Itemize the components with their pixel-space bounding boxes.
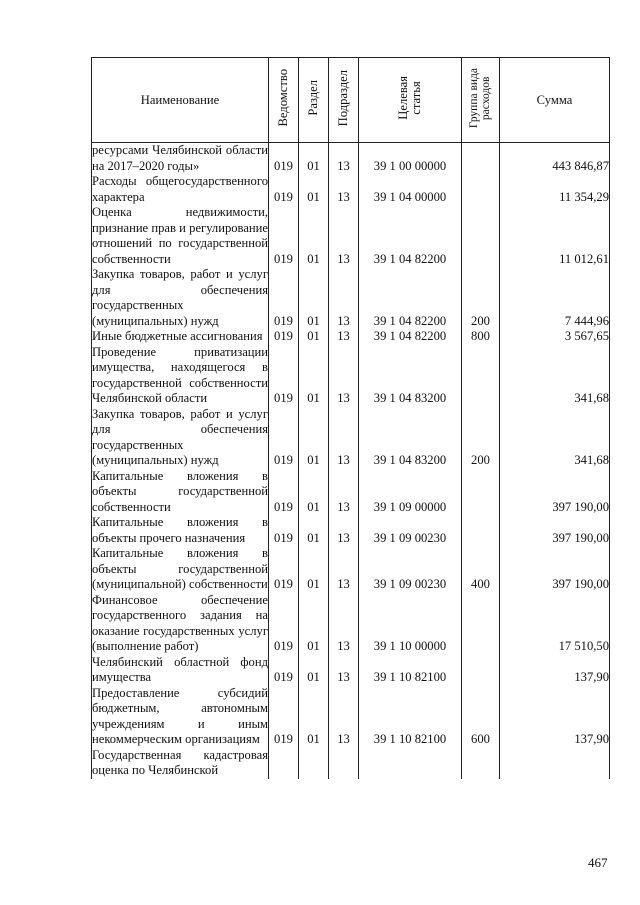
row-target: 39 1 10 00000 bbox=[359, 593, 462, 655]
row-section: 01 bbox=[299, 267, 329, 329]
table-row bbox=[92, 593, 610, 655]
row-sum: 137,90 bbox=[500, 686, 610, 748]
row-target: 39 1 09 00230 bbox=[359, 515, 462, 546]
row-target: 39 1 04 82200 bbox=[359, 205, 462, 267]
row-subsection: 13 bbox=[329, 205, 359, 267]
budget-table bbox=[91, 57, 610, 779]
row-sum: 341,68 bbox=[500, 407, 610, 469]
row-section: 01 bbox=[299, 655, 329, 686]
row-group bbox=[462, 345, 500, 407]
table-body bbox=[92, 143, 610, 779]
row-group bbox=[462, 143, 500, 175]
row-name: Государственная кадастровая оценка по Челябинской bbox=[92, 747, 268, 777]
row-group: 200 bbox=[462, 407, 500, 469]
header-sum: Сумма bbox=[500, 58, 610, 143]
row-section: 01 bbox=[299, 143, 329, 175]
row-dept: 019 bbox=[269, 143, 299, 175]
table-row bbox=[92, 686, 610, 748]
row-sum: 11 012,61 bbox=[500, 205, 610, 267]
row-section: 01 bbox=[299, 205, 329, 267]
row-dept: 019 bbox=[269, 655, 299, 686]
row-section: 01 bbox=[299, 407, 329, 469]
row-target: 39 1 04 82200 bbox=[359, 329, 462, 345]
row-dept: 019 bbox=[269, 515, 299, 546]
row-subsection: 13 bbox=[329, 407, 359, 469]
header-dept: Ведомство bbox=[269, 58, 299, 143]
row-section: 01 bbox=[299, 515, 329, 546]
row-subsection: 13 bbox=[329, 546, 359, 593]
row-target: 39 1 04 00000 bbox=[359, 174, 462, 205]
row-group bbox=[462, 469, 500, 516]
row-sum: 17 510,50 bbox=[500, 593, 610, 655]
row-group: 400 bbox=[462, 546, 500, 593]
row-name: Финансовое обеспечение государственного задания на оказание государственных услуг (выполнение работ) bbox=[92, 592, 268, 653]
row-dept: 019 bbox=[269, 174, 299, 205]
table-header-row bbox=[92, 58, 610, 143]
row-sum: 397 190,00 bbox=[500, 515, 610, 546]
row-group: 800 bbox=[462, 329, 500, 345]
row-name: Капитальные вложения в объекты государственной (муниципальной) собственности bbox=[92, 546, 268, 591]
row-name: Капитальные вложения в объекты государственной собственности bbox=[92, 468, 268, 514]
row-name: Закупка товаров, работ и услуг для обеспечения государственных (муниципальных) нужд bbox=[92, 406, 268, 467]
row-target: 39 1 04 82200 bbox=[359, 267, 462, 329]
row-sum: 397 190,00 bbox=[500, 469, 610, 516]
table-row bbox=[92, 329, 610, 345]
row-dept: 019 bbox=[269, 546, 299, 593]
row-subsection: 13 bbox=[329, 469, 359, 516]
row-target: 39 1 00 00000 bbox=[359, 143, 462, 175]
row-target: 39 1 04 83200 bbox=[359, 345, 462, 407]
row-subsection: 13 bbox=[329, 143, 359, 175]
row-name: ресурсами Челябинской области на 2017–2020 годы» bbox=[92, 143, 268, 173]
row-target bbox=[359, 748, 462, 779]
row-section bbox=[299, 748, 329, 779]
row-sum bbox=[500, 748, 610, 779]
row-section: 01 bbox=[299, 174, 329, 205]
row-group bbox=[462, 515, 500, 546]
row-name: Челябинский областной фонд имущества bbox=[92, 654, 268, 684]
row-group bbox=[462, 205, 500, 267]
row-dept: 019 bbox=[269, 267, 299, 329]
row-group bbox=[462, 748, 500, 779]
row-target: 39 1 10 82100 bbox=[359, 655, 462, 686]
row-dept: 019 bbox=[269, 329, 299, 345]
row-target: 39 1 09 00000 bbox=[359, 469, 462, 516]
row-subsection: 13 bbox=[329, 655, 359, 686]
row-target: 39 1 10 82100 bbox=[359, 686, 462, 748]
table-row bbox=[92, 469, 610, 516]
row-name: Проведение приватизации имущества, находящегося в государственной собственности Челябинской области bbox=[92, 344, 268, 405]
table-row bbox=[92, 205, 610, 267]
row-dept: 019 bbox=[269, 205, 299, 267]
row-subsection: 13 bbox=[329, 174, 359, 205]
row-name: Иные бюджетные ассигнования bbox=[92, 329, 269, 345]
row-group bbox=[462, 174, 500, 205]
row-subsection: 13 bbox=[329, 267, 359, 329]
row-subsection: 13 bbox=[329, 593, 359, 655]
row-section: 01 bbox=[299, 546, 329, 593]
row-group bbox=[462, 593, 500, 655]
row-dept bbox=[269, 748, 299, 779]
table-row bbox=[92, 174, 610, 205]
table-row bbox=[92, 143, 610, 175]
row-name: Предоставление субсидий бюджетным, автономным учреждениям и иным некоммерческим организациям bbox=[92, 685, 268, 746]
row-section: 01 bbox=[299, 329, 329, 345]
row-name: Оценка недвижимости, признание прав и регулирование отношений по государственной собственности bbox=[92, 205, 268, 266]
row-subsection: 13 bbox=[329, 345, 359, 407]
row-dept: 019 bbox=[269, 686, 299, 748]
table-row bbox=[92, 515, 610, 546]
row-dept: 019 bbox=[269, 469, 299, 516]
row-section: 01 bbox=[299, 345, 329, 407]
row-sum: 443 846,87 bbox=[500, 143, 610, 175]
header-target: Целевая статья bbox=[359, 58, 462, 143]
table-row bbox=[92, 345, 610, 407]
row-group: 600 bbox=[462, 686, 500, 748]
header-name: Наименование bbox=[92, 58, 269, 143]
row-sum: 3 567,65 bbox=[500, 329, 610, 345]
row-sum: 7 444,96 bbox=[500, 267, 610, 329]
row-group: 200 bbox=[462, 267, 500, 329]
row-subsection bbox=[329, 748, 359, 779]
row-sum: 341,68 bbox=[500, 345, 610, 407]
page-number: 467 bbox=[588, 855, 608, 870]
row-section: 01 bbox=[299, 593, 329, 655]
row-target: 39 1 04 83200 bbox=[359, 407, 462, 469]
row-sum: 137,90 bbox=[500, 655, 610, 686]
table-row bbox=[92, 407, 610, 469]
header-group: Группа вида расходов bbox=[462, 58, 500, 143]
table-row bbox=[92, 267, 610, 329]
row-sum: 397 190,00 bbox=[500, 546, 610, 593]
row-dept: 019 bbox=[269, 345, 299, 407]
row-name: Расходы общегосударственного характера bbox=[92, 174, 268, 204]
table-row bbox=[92, 655, 610, 686]
row-target: 39 1 09 00230 bbox=[359, 546, 462, 593]
table-row bbox=[92, 748, 610, 779]
row-name: Капитальные вложения в объекты прочего назначения bbox=[92, 515, 268, 545]
row-sum: 11 354,29 bbox=[500, 174, 610, 205]
row-subsection: 13 bbox=[329, 515, 359, 546]
row-group bbox=[462, 655, 500, 686]
row-section: 01 bbox=[299, 469, 329, 516]
header-subsection: Подраздел bbox=[329, 58, 359, 143]
row-section: 01 bbox=[299, 686, 329, 748]
row-subsection: 13 bbox=[329, 329, 359, 345]
row-dept: 019 bbox=[269, 407, 299, 469]
table-row bbox=[92, 546, 610, 593]
row-name: Закупка товаров, работ и услуг для обеспечения государственных (муниципальных) нужд bbox=[92, 267, 268, 328]
row-subsection: 13 bbox=[329, 686, 359, 748]
header-section: Раздел bbox=[299, 58, 329, 143]
row-dept: 019 bbox=[269, 593, 299, 655]
